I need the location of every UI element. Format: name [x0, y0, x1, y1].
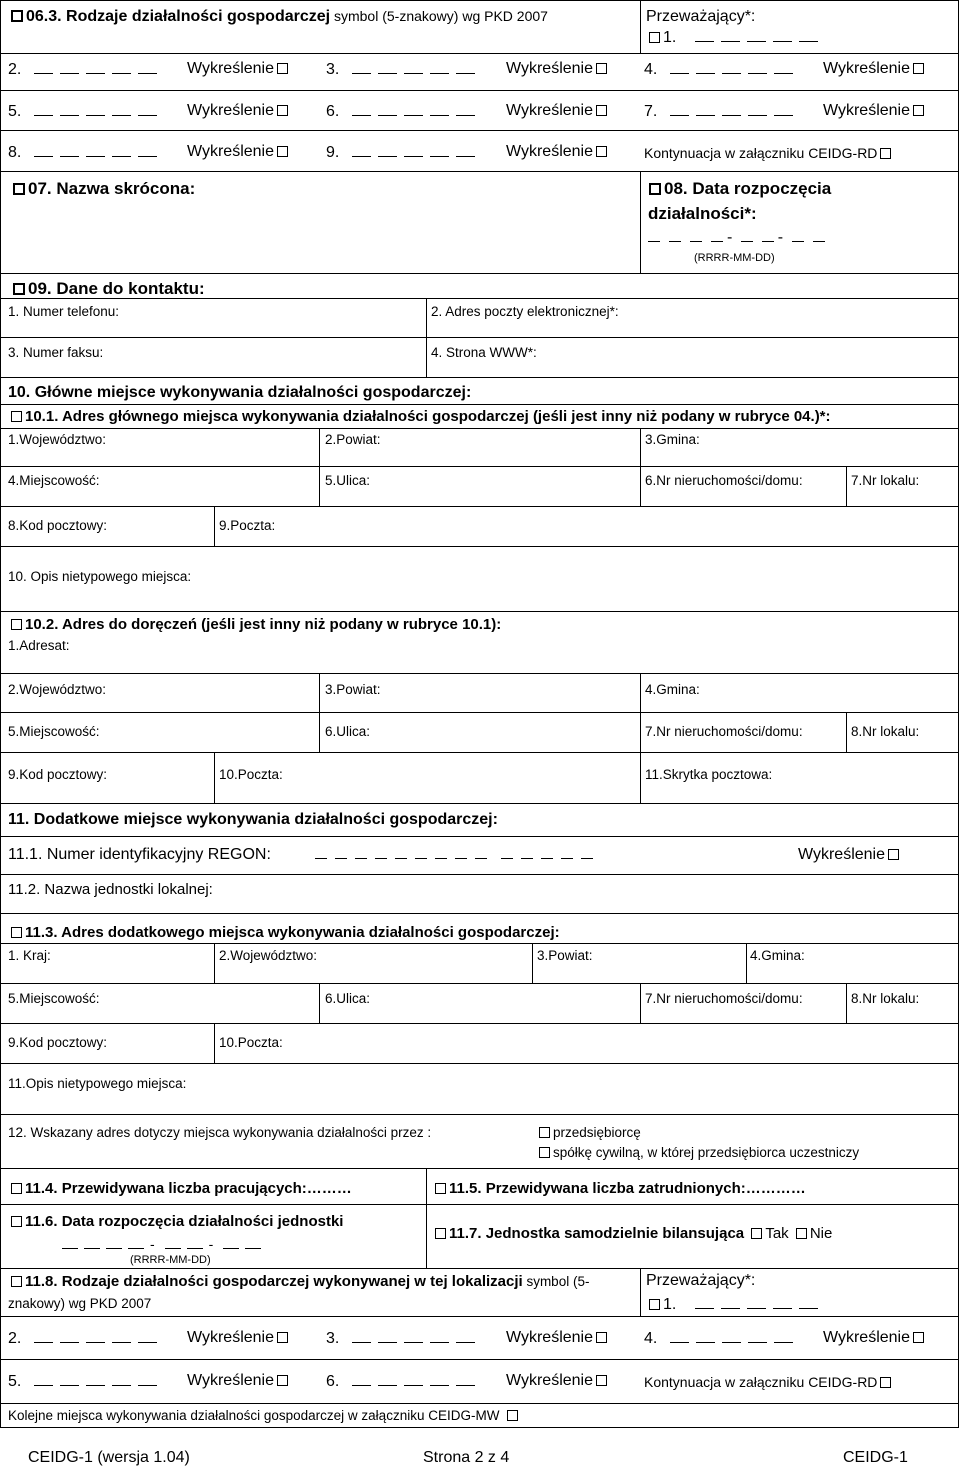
section-11-6-label: 11.6. Data rozpoczęcia działalności jednostki	[25, 1213, 344, 1230]
section-11-8-title: 11.8. Rodzaje działalności gospodarczej wykonywanej w tej lokalizacji	[25, 1273, 523, 1290]
checkbox-11-8[interactable]	[11, 1276, 22, 1287]
local-pkd-3-row: 3.	[326, 1330, 482, 1347]
section-10-1-title: 10.1. Adres głównego miejsca wykonywania działalności gospodarczej (jeśli jest inny niż podany w rubryce 04.)*:	[25, 408, 831, 425]
checkbox-no[interactable]	[796, 1228, 807, 1239]
strike-7-label: Wykreślenie	[823, 102, 910, 119]
checkbox-06[interactable]	[11, 10, 23, 22]
yes-label: Tak	[765, 1225, 789, 1242]
local-strike-5-checkbox[interactable]	[277, 1375, 288, 1386]
strike-6-checkbox[interactable]	[596, 105, 607, 116]
locality-label: 4.Miejscowość:	[8, 473, 100, 488]
house-number-label: 6.Nr nieruchomości/domu:	[645, 473, 803, 488]
checkbox-09[interactable]	[13, 283, 25, 295]
pkd-6-row: 6.	[326, 103, 482, 120]
checkbox-10-2[interactable]	[11, 619, 22, 630]
continuation-rd-label: Kontynuacja w załączniku CEIDG-RD	[644, 145, 878, 161]
pkd-8-row: 8.	[8, 144, 164, 161]
local-strike-6-label: Wykreślenie	[506, 1372, 593, 1389]
local-continuation-rd-checkbox[interactable]	[880, 1377, 891, 1388]
post-office-label: 9.Poczta:	[219, 518, 276, 533]
local-continuation-rd-label: Kontynuacja w załączniku CEIDG-RD	[644, 1374, 878, 1390]
pkd-9-row: 9.	[326, 144, 482, 161]
section-06-header: 06.3. Rodzaje działalności gospodarczej	[26, 8, 331, 25]
continuation-rd-checkbox[interactable]	[880, 148, 891, 159]
strike-9-checkbox[interactable]	[596, 146, 607, 157]
strike-6-label: Wykreślenie	[506, 102, 593, 119]
checkbox-11-4[interactable]	[11, 1183, 22, 1194]
unit-start-date-hint: (RRRR-MM-DD)	[130, 1254, 211, 1266]
local-strike-3-label: Wykreślenie	[506, 1329, 593, 1346]
postal-code-label: 8.Kod pocztowy:	[8, 518, 108, 533]
section-11-3-title: 11.3. Adres dodatkowego miejsca wykonywania działalności gospodarczej:	[25, 924, 560, 941]
addressee-label: 1.Adresat:	[8, 638, 70, 653]
delivery-postal-code-label: 9.Kod pocztowy:	[8, 767, 108, 782]
local-pkd-1-number: 1.	[663, 1296, 677, 1313]
email-label: 2. Adres poczty elektronicznej*:	[431, 304, 619, 319]
next-places-mw-checkbox[interactable]	[507, 1410, 518, 1421]
extra-locality-label: 5.Miejscowość:	[8, 991, 100, 1006]
extra-voivodeship-label: 2.Województwo:	[219, 948, 318, 963]
street-label: 5.Ulica:	[325, 473, 371, 488]
strike-2-label: Wykreślenie	[187, 60, 274, 77]
extra-street-label: 6.Ulica:	[325, 991, 371, 1006]
section-11-8-small: symbol (5-	[522, 1274, 590, 1289]
extra-house-number-label: 7.Nr nieruchomości/domu:	[645, 991, 803, 1006]
po-box-label: 11.Skrytka pocztowa:	[645, 767, 773, 782]
county-label: 2.Powiat:	[325, 432, 381, 447]
delivery-apartment-number-label: 8.Nr lokalu:	[851, 724, 920, 739]
pkd-1-number: 1.	[663, 29, 677, 46]
checkbox-10-1[interactable]	[11, 411, 22, 422]
local-unit-name-label: 11.2. Nazwa jednostki lokalnej:	[8, 881, 213, 898]
local-pkd-6-row: 6.	[326, 1373, 482, 1390]
section-10-2-title: 10.2. Adres do doręczeń (jeśli jest inny niż podany w rubryce 10.1):	[25, 616, 502, 633]
local-strike-4-checkbox[interactable]	[913, 1332, 924, 1343]
strike-4-checkbox[interactable]	[913, 63, 924, 74]
pkd-4-row: 4.	[644, 61, 800, 78]
delivery-house-number-label: 7.Nr nieruchomości/domu:	[645, 724, 803, 739]
local-strike-5-label: Wykreślenie	[187, 1372, 274, 1389]
local-prevailing-label: Przeważający*:	[646, 1272, 756, 1289]
delivery-street-label: 6.Ulica:	[325, 724, 371, 739]
pkd-7-row: 7.	[644, 103, 800, 120]
www-label: 4. Strona WWW*:	[431, 345, 537, 360]
local-pkd-4-row: 4.	[644, 1330, 800, 1347]
checkbox-11-3[interactable]	[11, 927, 22, 938]
strike-9-label: Wykreślenie	[506, 143, 593, 160]
option-partnership-label: spółkę cywilną, w której przedsiębiorca uczestniczy	[553, 1145, 860, 1160]
extra-commune-label: 4.Gmina:	[750, 948, 805, 963]
local-strike-6-checkbox[interactable]	[596, 1375, 607, 1386]
unit-start-date-field[interactable]: - -	[62, 1236, 267, 1251]
checkbox-yes[interactable]	[751, 1228, 762, 1239]
section-11-title: 11. Dodatkowe miejsce wykonywania działalności gospodarczej:	[8, 811, 498, 828]
section-09-title: 09. Dane do kontaktu:	[28, 279, 205, 298]
delivery-commune-label: 4.Gmina:	[645, 682, 700, 697]
strike-8-label: Wykreślenie	[187, 143, 274, 160]
section-11-7-label: 11.7. Jednostka samodzielnie bilansująca	[449, 1225, 745, 1242]
regon-field[interactable]	[315, 847, 601, 863]
local-strike-2-checkbox[interactable]	[277, 1332, 288, 1343]
strike-5-checkbox[interactable]	[277, 105, 288, 116]
delivery-voivodeship-label: 2.Województwo:	[8, 682, 107, 697]
commune-label: 3.Gmina:	[645, 432, 700, 447]
section-06-header-small: symbol (5-znakowy) wg PKD 2007	[330, 8, 548, 24]
local-pkd-2-row: 2.	[8, 1330, 164, 1347]
strike-7-checkbox[interactable]	[913, 105, 924, 116]
footer-page-number: Strona 2 z 4	[423, 1449, 510, 1466]
phone-label: 1. Numer telefonu:	[8, 304, 120, 319]
prevailing-label: Przeważający*:	[646, 8, 756, 25]
local-pkd-5-row: 5.	[8, 1373, 164, 1390]
strike-4-label: Wykreślenie	[823, 60, 910, 77]
regon-strike-label: Wykreślenie	[798, 846, 885, 863]
address-concerns-label: 12. Wskazany adres dotyczy miejsca wykonywania działalności przez :	[8, 1125, 432, 1140]
checkbox-07[interactable]	[13, 183, 25, 195]
checkbox-11-5[interactable]	[435, 1183, 446, 1194]
next-places-mw-label: Kolejne miejsca wykonywania działalności gospodarczej w załączniku CEIDG-MW	[8, 1408, 500, 1423]
country-label: 1. Kraj:	[8, 948, 51, 963]
option-partnership-checkbox[interactable]	[539, 1147, 550, 1158]
no-label: Nie	[809, 1225, 833, 1242]
section-07-title: 07. Nazwa skrócona:	[28, 179, 196, 198]
section-11-4-label: 11.4. Przewidywana liczba pracujących:………	[25, 1180, 352, 1197]
start-date-hint: (RRRR-MM-DD)	[694, 252, 775, 264]
section-11-5-label: 11.5. Przewidywana liczba zatrudnionych:…………	[449, 1180, 806, 1197]
strike-3-label: Wykreślenie	[506, 60, 593, 77]
extra-apartment-number-label: 8.Nr lokalu:	[851, 991, 920, 1006]
option-entrepreneur-label: przedsiębiorcę	[553, 1125, 641, 1140]
pkd-5-row: 5.	[8, 103, 164, 120]
local-prevailing-checkbox[interactable]	[649, 1299, 660, 1310]
footer-version: CEIDG-1 (wersja 1.04)	[28, 1449, 190, 1466]
delivery-locality-label: 5.Miejscowość:	[8, 724, 100, 739]
section-08-title-line2: działalności*:	[648, 204, 757, 223]
regon-strike-checkbox[interactable]	[888, 849, 899, 860]
checkbox-11-7[interactable]	[435, 1228, 446, 1239]
checkbox-08[interactable]	[649, 183, 661, 195]
checkbox-prevailing[interactable]	[649, 32, 660, 43]
delivery-post-office-label: 10.Poczta:	[219, 767, 283, 782]
delivery-county-label: 3.Powiat:	[325, 682, 381, 697]
strike-8-checkbox[interactable]	[277, 146, 288, 157]
section-11-8-small-line2: znakowy) wg PKD 2007	[8, 1296, 152, 1311]
local-strike-4-label: Wykreślenie	[823, 1329, 910, 1346]
checkbox-11-6[interactable]	[11, 1216, 22, 1227]
voivodeship-label: 1.Województwo:	[8, 432, 107, 447]
fax-label: 3. Numer faksu:	[8, 345, 104, 360]
local-strike-2-label: Wykreślenie	[187, 1329, 274, 1346]
pkd-2-row: 2.	[8, 61, 164, 78]
option-entrepreneur-checkbox[interactable]	[539, 1127, 550, 1138]
extra-unusual-place-label: 11.Opis nietypowego miejsca:	[8, 1076, 187, 1091]
extra-postal-code-label: 9.Kod pocztowy:	[8, 1035, 108, 1050]
section-10-title: 10. Główne miejsce wykonywania działalności gospodarczej:	[8, 384, 472, 401]
footer-form-id: CEIDG-1	[843, 1449, 908, 1466]
regon-label: 11.1. Numer identyfikacyjny REGON:	[8, 846, 271, 863]
pkd-3-row: 3.	[326, 61, 482, 78]
local-strike-3-checkbox[interactable]	[596, 1332, 607, 1343]
apartment-number-label: 7.Nr lokalu:	[851, 473, 920, 488]
strike-3-checkbox[interactable]	[596, 63, 607, 74]
start-date-field[interactable]: - -	[648, 230, 834, 246]
strike-2-checkbox[interactable]	[277, 63, 288, 74]
section-08-title: 08. Data rozpoczęcia	[664, 179, 832, 198]
strike-5-label: Wykreślenie	[187, 102, 274, 119]
extra-post-office-label: 10.Poczta:	[219, 1035, 283, 1050]
unusual-place-label: 10. Opis nietypowego miejsca:	[8, 569, 192, 584]
extra-county-label: 3.Powiat:	[537, 948, 593, 963]
